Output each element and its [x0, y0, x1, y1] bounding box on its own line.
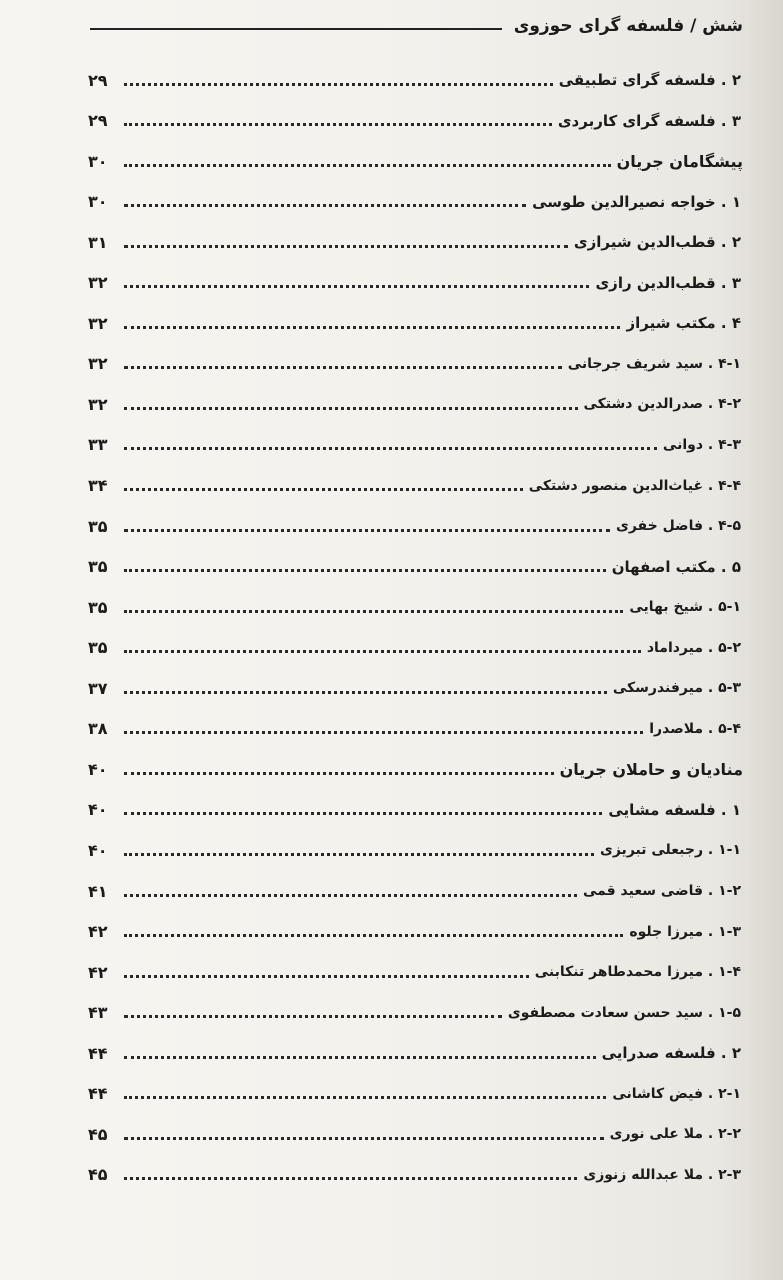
toc-entry [88, 832, 741, 868]
toc-entry [88, 386, 741, 422]
toc-entry [88, 1035, 741, 1071]
dot-leader [124, 123, 552, 126]
toc-entry-label: ۲ . فلسفه گرای تطبیقی [558, 71, 741, 89]
dot-leader [124, 691, 607, 694]
toc-entry [88, 792, 741, 828]
toc-entry [88, 1076, 741, 1112]
toc-entry-page-number: ۳۵ [88, 516, 108, 536]
toc-entry [88, 751, 743, 787]
toc-entry-page-number: ۴۴ [88, 1084, 108, 1104]
dot-leader [124, 447, 657, 450]
toc-entry [88, 508, 741, 544]
toc-entry-page-number: ۴۵ [88, 1124, 108, 1144]
toc-entry [88, 305, 741, 341]
toc-entry-label: ۵-۲ . میرداماد [646, 639, 741, 656]
dot-leader [124, 934, 623, 937]
toc-entry-page-number: ۴۰ [88, 840, 108, 860]
toc-entry-label: ۱-۵ . سید حسن سعادت مصطفوی [507, 1004, 741, 1021]
dot-leader [124, 1137, 604, 1140]
dot-leader [124, 975, 529, 978]
dot-leader [124, 326, 620, 329]
toc-entry-label: ۲ . قطب‌الدین شیرازی [573, 233, 741, 252]
toc-entry-label: ۱-۴ . میرزا محمدطاهر تنکابنی [534, 964, 741, 981]
toc-entry-label: ۴ . مکتب شیراز [626, 314, 741, 333]
dot-leader [124, 1056, 596, 1059]
page-header-title: شش / فلسفه گرای حوزوی [513, 16, 743, 36]
toc-entry-page-number: ۴۵ [88, 1165, 108, 1185]
toc-entry-label: ۱ . فلسفه مشایی [608, 800, 741, 819]
toc-entry [88, 670, 741, 706]
toc-entry-label: ۱-۱ . رجبعلی تبریزی [600, 842, 741, 859]
toc-entry [88, 954, 741, 990]
dot-leader [124, 812, 602, 815]
toc-entry-page-number: ۴۴ [88, 1043, 108, 1063]
toc-entry-label: ۴-۳ . دوانی [662, 436, 741, 453]
toc-entry [88, 995, 741, 1031]
toc-entry-label: ۱ . خواجه نصیرالدین طوسی [532, 192, 741, 211]
toc-entry-page-number: ۳۱ [88, 232, 108, 252]
dot-leader [124, 164, 611, 167]
toc-entry-page-number: ۴۰ [88, 800, 108, 820]
toc-entry-page-number: ۳۲ [88, 394, 108, 414]
toc-entry [88, 468, 741, 504]
toc-entry-page-number: ۴۲ [88, 962, 108, 982]
toc-entry-page-number: ۳۴ [88, 476, 108, 495]
toc-entry [88, 589, 741, 625]
dot-leader [124, 772, 554, 775]
toc-entry-label: ۵-۱ . شیخ بهایی [629, 599, 741, 616]
toc-entry [88, 711, 741, 747]
toc-entry-label: ۲-۱ . فیض کاشانی [612, 1085, 741, 1102]
dot-leader [124, 83, 553, 86]
toc-entry-page-number: ۳۳ [88, 435, 108, 455]
toc-entry-page-number: ۳۲ [88, 313, 108, 333]
toc-entry [88, 630, 741, 666]
header-rule [90, 28, 502, 30]
toc-entry [88, 1116, 741, 1152]
toc-entry-label: ۵-۳ . میرفندرسکی [612, 680, 741, 697]
toc-entry [88, 143, 743, 179]
dot-leader [124, 204, 526, 207]
toc-entry-page-number: ۳۲ [88, 273, 108, 293]
dot-leader [124, 245, 568, 248]
dot-leader [124, 894, 577, 897]
dot-leader [124, 1096, 606, 1099]
toc-entry-label: ۱-۳ . میرزا جلوه [629, 923, 741, 940]
toc-entry-page-number: ۳۵ [88, 638, 108, 658]
toc-entry-label: ۳ . فلسفه گرای کاربردی [557, 111, 741, 130]
toc-entry-label: ۲-۳ . ملا عبدالله زنوزی [583, 1166, 741, 1183]
toc-entry-label: ۲-۲ . ملا علی نوری [609, 1126, 741, 1143]
toc-entry-page-number: ۴۳ [88, 1003, 108, 1023]
dot-leader [124, 407, 578, 410]
toc-entry-page-number: ۳۵ [88, 597, 108, 617]
toc-entry-page-number: ۴۲ [88, 922, 108, 942]
toc-entry-label: ۳ . قطب‌الدین رازی [595, 273, 741, 292]
dot-leader [124, 650, 641, 653]
dot-leader [124, 285, 589, 288]
toc-entry-label: ۱-۲ . قاضی سعید قمی [582, 883, 741, 899]
toc-entry-page-number: ۳۸ [88, 719, 108, 739]
toc-entry [88, 873, 741, 909]
dot-leader [124, 1177, 577, 1180]
toc-entry [88, 224, 741, 260]
toc-entry-page-number: ۳۵ [88, 557, 108, 577]
toc-entry-label: پیشگامان جریان [616, 151, 743, 171]
toc-entry-label: ۴-۱ . سید شریف جرجانی [567, 355, 741, 372]
toc-entry [88, 62, 741, 98]
toc-entry [88, 427, 741, 463]
toc-entry [88, 103, 741, 139]
toc-entry-label: ۴-۵ . فاضل خفری [615, 518, 741, 535]
toc-entry-page-number: ۳۰ [88, 151, 108, 171]
dot-leader [124, 569, 606, 572]
toc-entry [88, 549, 741, 585]
dot-leader [124, 853, 594, 856]
toc-entry [88, 914, 741, 950]
toc-entry-label: ۵ . مکتب اصفهان [611, 557, 741, 576]
toc-entry [88, 346, 741, 382]
toc-entry [88, 1157, 741, 1193]
toc-entry-page-number: ۴۰ [88, 759, 108, 779]
toc-entry-label: ۵-۴ . ملاصدرا [649, 720, 741, 737]
toc-entry-page-number: ۲۹ [88, 70, 108, 90]
dot-leader [124, 731, 643, 734]
toc-entry-page-number: ۳۷ [88, 678, 108, 698]
dot-leader [124, 610, 623, 613]
toc-entry-page-number: ۳۲ [88, 354, 108, 374]
toc-entry [88, 265, 741, 301]
toc-entry-label: ۲ . فلسفه صدرایی [601, 1044, 741, 1063]
toc-entry-page-number: ۲۹ [88, 111, 108, 131]
toc-entry [88, 184, 741, 220]
toc-entry-label: ۴-۲ . صدرالدین دشتکی [583, 396, 741, 413]
toc-entry-page-number: ۳۰ [88, 192, 108, 212]
toc-entry-label: منادیان و حاملان جریان [559, 759, 743, 779]
toc-entry-page-number: ۴۱ [88, 881, 108, 901]
dot-leader [124, 529, 610, 532]
dot-leader [124, 366, 562, 369]
dot-leader [124, 488, 523, 491]
dot-leader [124, 1015, 502, 1018]
page-header [90, 10, 743, 42]
toc-entry-label: ۴-۴ . غیاث‌الدین منصور دشتکی [528, 477, 741, 494]
